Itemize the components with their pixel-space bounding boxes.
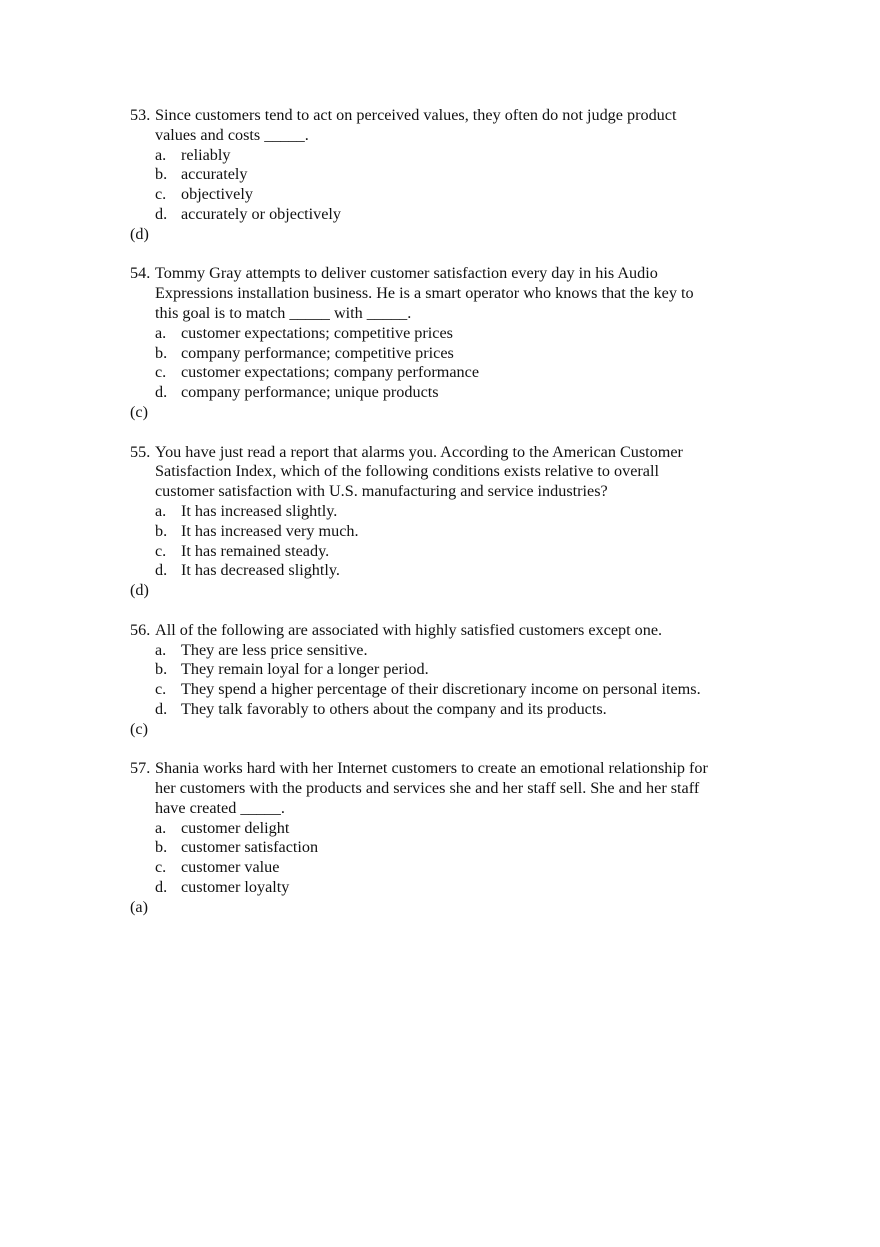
question-text: this goal is to match _____ with _____. xyxy=(155,303,412,322)
option-letter: b. xyxy=(155,838,168,857)
question-number: 53. xyxy=(130,106,151,124)
answer-option xyxy=(130,561,708,581)
option-text: objectively xyxy=(181,185,253,204)
question-block xyxy=(130,443,708,601)
question-text: Since customers tend to act on perceived values, they often do not judge product xyxy=(155,106,677,124)
question-text: Tommy Gray attempts to deliver customer satisfaction every day in his Audio xyxy=(155,264,658,283)
option-letter: b. xyxy=(155,343,168,362)
correct-answer: (d) xyxy=(130,224,149,243)
question-number: 57. xyxy=(130,759,151,778)
question-text-line xyxy=(130,443,708,463)
option-letter: c. xyxy=(155,858,167,877)
question-text-line xyxy=(130,264,708,284)
question-block xyxy=(130,264,708,422)
option-text: company performance; unique products xyxy=(181,383,439,402)
question-text: values and costs _____. xyxy=(155,125,309,144)
question-text-line xyxy=(130,759,708,779)
correct-answer: (c) xyxy=(130,719,148,738)
question-text-line xyxy=(130,799,708,819)
question-number: 54. xyxy=(130,264,151,283)
answer-option xyxy=(130,383,708,403)
option-letter: d. xyxy=(155,383,168,402)
question-text: Expressions installation business. He is a smart operator who knows that the key to xyxy=(155,284,694,303)
question-text: Shania works hard with her Internet customers to create an emotional relationship for xyxy=(155,759,708,778)
option-letter: a. xyxy=(155,818,167,837)
option-letter: a. xyxy=(155,640,167,659)
question-text-line xyxy=(130,621,708,641)
option-letter: d. xyxy=(155,699,168,718)
option-letter: c. xyxy=(155,680,167,699)
option-text: accurately xyxy=(181,165,248,184)
answer-option xyxy=(130,165,708,185)
option-text: It has remained steady. xyxy=(181,541,330,560)
answer-option xyxy=(130,660,708,680)
correct-answer: (c) xyxy=(130,402,148,421)
answer-option xyxy=(130,819,708,839)
answer-option xyxy=(130,641,708,661)
correct-answer: (d) xyxy=(130,581,149,600)
question-text: her customers with the products and services she and her staff sell. She and her staff xyxy=(155,779,700,798)
question-text: customer satisfaction with U.S. manufacturing and service industries? xyxy=(155,482,608,501)
answer-option xyxy=(130,324,708,344)
answer-option xyxy=(130,700,708,720)
option-letter: a. xyxy=(155,145,167,164)
answer-option xyxy=(130,502,708,522)
question-text: Satisfaction Index, which of the following conditions exists relative to overall xyxy=(155,462,659,481)
answer-option xyxy=(130,680,708,700)
option-text: accurately or objectively xyxy=(181,204,341,223)
option-letter: c. xyxy=(155,185,167,204)
option-text: It has increased slightly. xyxy=(181,501,338,520)
option-text: reliably xyxy=(181,145,231,164)
answer-option xyxy=(130,838,708,858)
option-text: customer expectations; competitive prices xyxy=(181,323,453,342)
answer-option xyxy=(130,205,708,225)
answer-option xyxy=(130,878,708,898)
option-text: It has increased very much. xyxy=(181,521,359,540)
option-text: customer satisfaction xyxy=(181,838,319,857)
question-text-line xyxy=(130,779,708,799)
option-letter: b. xyxy=(155,165,168,184)
question-text-line xyxy=(130,482,708,502)
question-text-line xyxy=(130,126,708,146)
question-text-line xyxy=(130,462,708,482)
option-text: They spend a higher percentage of their discretionary income on personal items. xyxy=(181,680,701,699)
question-number: 56. xyxy=(130,620,151,639)
option-letter: a. xyxy=(155,323,167,342)
question-text: You have just read a report that alarms you. According to the American Customer xyxy=(155,442,683,461)
answer-option xyxy=(130,542,708,562)
document-page xyxy=(130,106,708,937)
question-text: All of the following are associated with highly satisfied customers except one. xyxy=(155,620,663,639)
option-letter: d. xyxy=(155,204,168,223)
option-text: They are less price sensitive. xyxy=(181,640,368,659)
option-text: They remain loyal for a longer period. xyxy=(181,660,429,679)
option-letter: d. xyxy=(155,878,168,897)
question-text-line xyxy=(130,284,708,304)
option-text: They talk favorably to others about the company and its products. xyxy=(181,699,607,718)
answer-option xyxy=(130,522,708,542)
option-text: customer value xyxy=(181,858,280,877)
question-number: 55. xyxy=(130,442,151,461)
question-block xyxy=(130,621,708,740)
option-letter: c. xyxy=(155,541,167,560)
answer-option xyxy=(130,185,708,205)
option-text: customer loyalty xyxy=(181,878,290,897)
question-text: have created _____. xyxy=(155,798,285,817)
option-text: It has decreased slightly. xyxy=(181,561,340,580)
answer-option xyxy=(130,858,708,878)
question-block xyxy=(130,106,708,245)
answer-option xyxy=(130,146,708,166)
question-block xyxy=(130,759,708,917)
question-text-line xyxy=(130,106,708,126)
option-letter: c. xyxy=(155,363,167,382)
option-letter: b. xyxy=(155,521,168,540)
correct-answer: (a) xyxy=(130,897,148,916)
option-letter: a. xyxy=(155,501,167,520)
option-letter: d. xyxy=(155,561,168,580)
answer-option xyxy=(130,344,708,364)
answer-option xyxy=(130,363,708,383)
option-text: customer delight xyxy=(181,818,290,837)
option-letter: b. xyxy=(155,660,168,679)
question-text-line xyxy=(130,304,708,324)
option-text: customer expectations; company performance xyxy=(181,363,479,382)
option-text: company performance; competitive prices xyxy=(181,343,454,362)
